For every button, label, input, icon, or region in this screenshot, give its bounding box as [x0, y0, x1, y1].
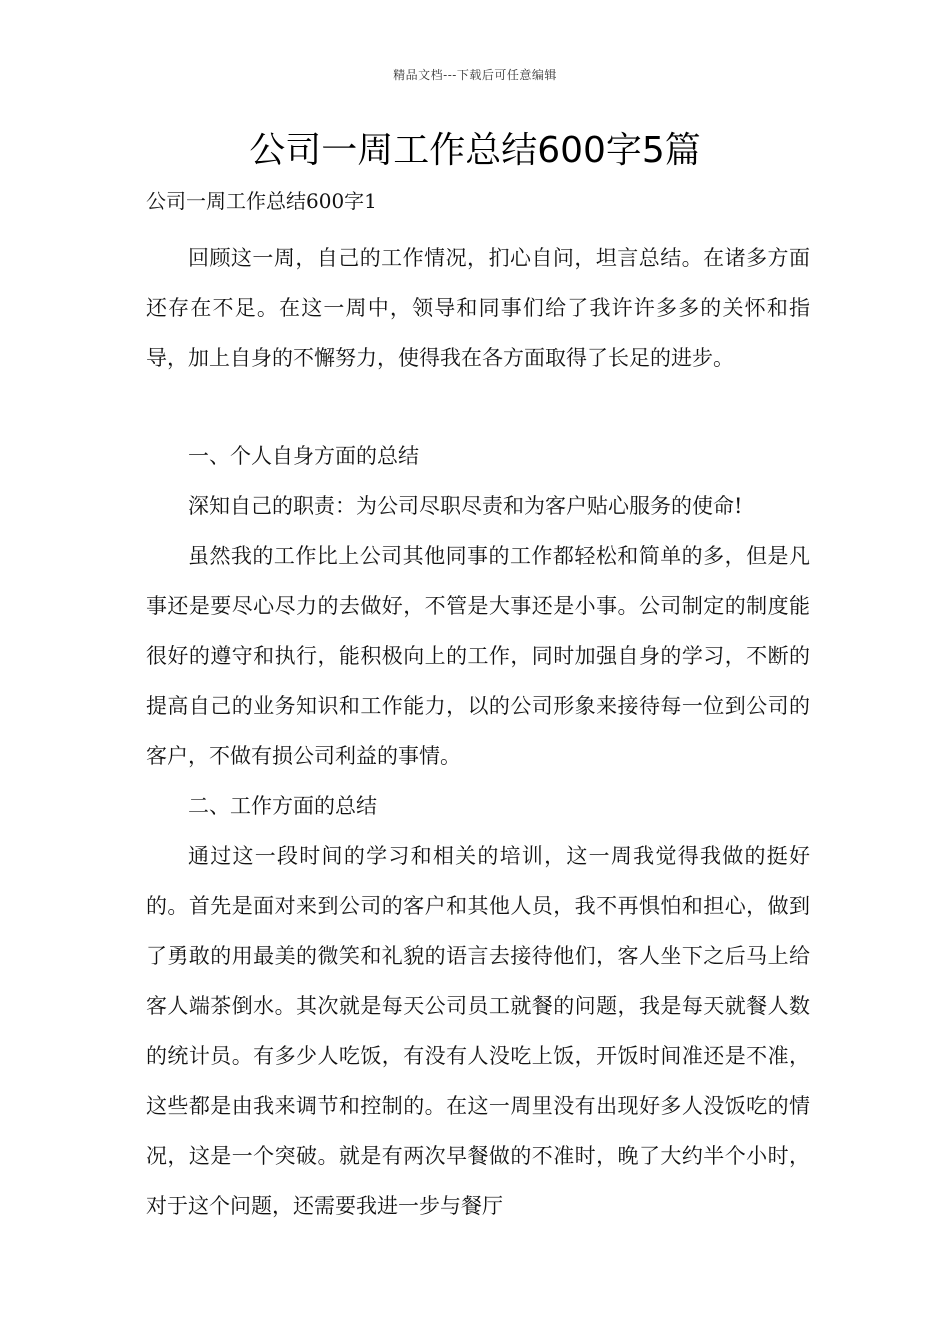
paragraph-gap: [146, 383, 810, 431]
paragraph-personal: 虽然我的工作比上公司其他同事的工作都轻松和简单的多，但是凡事还是要尽心尽力的去做好，不管是大事还是小事。公司制定的制度能很好的遵守和执行，能积极向上的工作，同时加强自身的学习，不断的提高自己的业务知识和工作能力，以的公司形象来接待每一位到公司的客户，不做有损公司利益的事情。: [146, 544, 810, 768]
header-watermark: 精品文档---下载后可任意编辑: [393, 68, 557, 82]
section-heading-work: 二、工作方面的总结: [188, 794, 377, 818]
paragraph-work: 通过这一段时间的学习和相关的培训，这一周我觉得我做的挺好的。首先是面对来到公司的客户和其他人员，我不再惧怕和担心，做到了勇敢的用最美的微笑和礼貌的语言去接待他们，客人坐下之后马上给客人端茶倒水。其次就是每天公司员工就餐的问题，我是每天就餐人数的统计员。有多少人吃饭，有没有人没吃上饭，开饭时间准还是不准，这些都是由我来调节和控制的。在这一周里没有出现好多人没饭吃的情况，这是一个突破。就是有两次早餐做的不准时，晚了大约半个小时，对于这个问题，还需要我进一步与餐厅: [146, 844, 810, 1218]
section-subtitle: 公司一周工作总结600字1: [146, 189, 377, 213]
document-body: [146, 233, 810, 1231]
document-title: 公司一周工作总结600字5篇: [249, 130, 701, 171]
section-heading-personal: 一、个人自身方面的总结: [188, 444, 419, 468]
paragraph-intro: 回顾这一周，自己的工作情况，扪心自问，坦言总结。在诸多方面还存在不足。在这一周中，领导和同事们给了我许许多多的关怀和指导，加上自身的不懈努力，使得我在各方面取得了长足的进步。: [146, 246, 810, 370]
paragraph-duty: 深知自己的职责：为公司尽职尽责和为客户贴心服务的使命!: [188, 494, 743, 518]
